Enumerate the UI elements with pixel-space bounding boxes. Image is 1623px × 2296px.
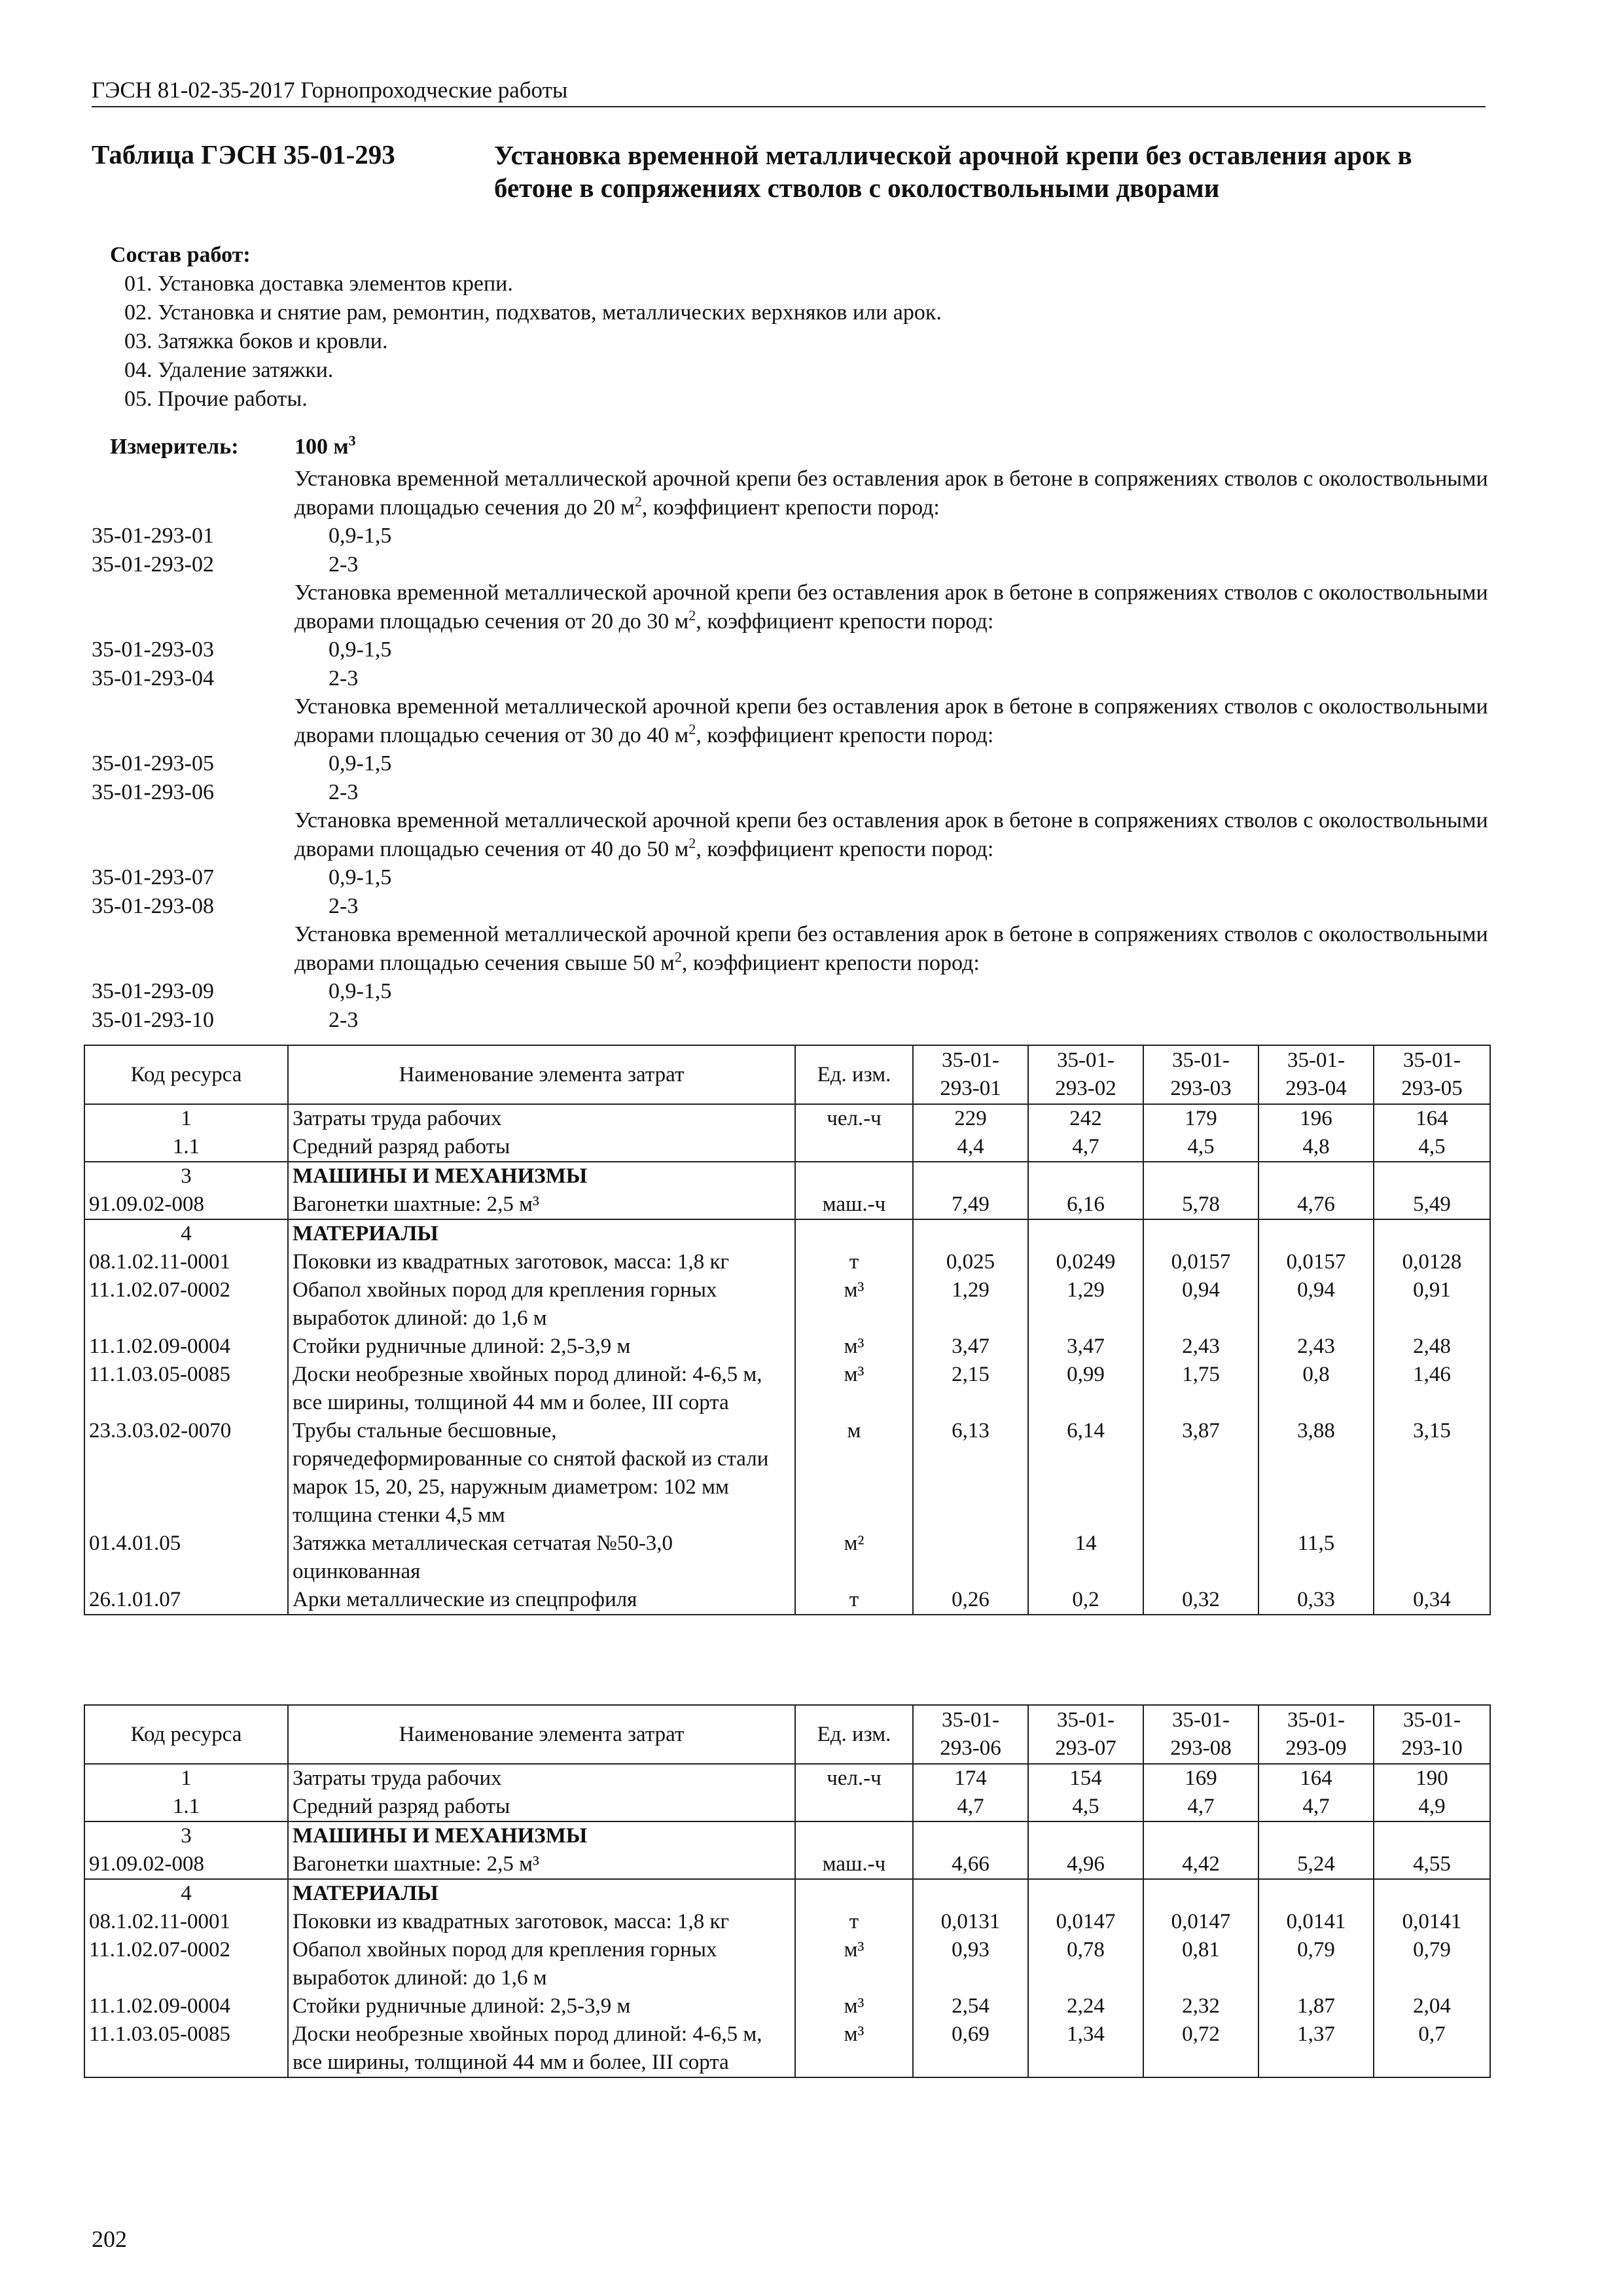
- table-body: [84, 1764, 1490, 2077]
- resource-value: 11,5: [1258, 1530, 1374, 1586]
- resource-unit: м³: [795, 1361, 913, 1417]
- resource-value: 0,69: [913, 2020, 1028, 2077]
- rock-hardness-range: 2-3: [329, 893, 359, 918]
- norm-row: [92, 664, 1486, 693]
- resource-unit: чел.-ч: [795, 1764, 913, 1793]
- resource-value: 4,7: [1028, 1133, 1143, 1162]
- resource-value: 0,025: [913, 1248, 1028, 1276]
- resource-unit: маш.-ч: [795, 1191, 913, 1219]
- resource-value: [1374, 1530, 1490, 1586]
- resource-value: [1143, 1219, 1258, 1248]
- resource-value: [1258, 1821, 1374, 1850]
- resource-unit: [795, 1821, 913, 1850]
- resource-value: 0,81: [1143, 1936, 1258, 1992]
- resource-value: 0,0141: [1258, 1908, 1374, 1936]
- header-norm-col: 35-01- 293-01: [913, 1045, 1028, 1104]
- resource-value: 2,15: [913, 1361, 1028, 1417]
- norm-code: 35-01-293-08: [92, 893, 214, 918]
- rock-hardness-range: 0,9-1,5: [329, 979, 392, 1003]
- resource-value: 2,24: [1028, 1992, 1143, 2020]
- resource-value: 0,0141: [1374, 1908, 1490, 1936]
- resource-unit: м³: [795, 1276, 913, 1333]
- resource-value: 0,0157: [1143, 1248, 1258, 1276]
- resource-value: 4,7: [913, 1793, 1028, 1821]
- resource-value: 2,43: [1143, 1333, 1258, 1361]
- table-row: [84, 1417, 1490, 1530]
- resource-unit: м³: [795, 1936, 913, 1992]
- group-description: Установка временной металлической арочной крепи без оставления арок в бетоне в сопряжениях стволов с околоствольными дворами площадью сечения до 20 $м^2$, коэффициент крепости пород:: [294, 467, 1488, 520]
- resource-value: 3,47: [1028, 1333, 1143, 1361]
- resource-value: [1028, 1162, 1143, 1191]
- resource-value: 4,66: [913, 1850, 1028, 1879]
- resource-name: Арки металлические из спецпрофиля: [288, 1586, 795, 1615]
- norm-row: [92, 522, 1486, 550]
- table-row: [84, 1530, 1490, 1586]
- group-description: Установка временной металлической арочной крепи без оставления арок в бетоне в сопряжениях стволов с околоствольными дворами площадью сечения от 20 до 30 $м^2$, коэффициент крепости пород:: [294, 581, 1488, 634]
- resource-unit: [795, 1793, 913, 1821]
- resource-code: 26.1.01.07: [84, 1586, 288, 1615]
- works-item: 02. Установка и снятие рам, ремонтин, подхватов, металлических верхняков или арок.: [124, 300, 942, 325]
- table-row: [84, 1219, 1490, 1248]
- rock-hardness-range: 0,9-1,5: [329, 865, 392, 889]
- norm-code: 35-01-293-07: [92, 865, 214, 889]
- resource-name: МАТЕРИАЛЫ: [288, 1219, 795, 1248]
- resource-name: Стойки рудничные длиной: 2,5-3,9 м: [288, 1333, 795, 1361]
- resource-value: 0,34: [1374, 1586, 1490, 1615]
- resource-value: 164: [1374, 1104, 1490, 1133]
- table-row: [84, 1162, 1490, 1191]
- resource-value: 4,4: [913, 1133, 1028, 1162]
- resource-value: [1374, 1879, 1490, 1908]
- resource-name: Затраты труда рабочих: [288, 1764, 795, 1793]
- resource-value: 4,7: [1258, 1793, 1374, 1821]
- resource-value: 5,24: [1258, 1850, 1374, 1879]
- resource-name: Затраты труда рабочих: [288, 1104, 795, 1133]
- group-description: Установка временной металлической арочной крепи без оставления арок в бетоне в сопряжениях стволов с околоствольными дворами площадью сечения от 40 до 50 $м^2$, коэффициент крепости пород:: [294, 808, 1488, 861]
- works-item: 04. Удаление затяжки.: [124, 358, 334, 382]
- rock-hardness-range: 2-3: [329, 666, 359, 691]
- resource-value: [1143, 1821, 1258, 1850]
- header-norm-col: 35-01- 293-03: [1143, 1045, 1258, 1104]
- norm-row: [92, 778, 1486, 807]
- resource-value: [1028, 1219, 1143, 1248]
- resource-name: МАШИНЫ И МЕХАНИЗМЫ: [288, 1162, 795, 1191]
- measure-label: Измеритель:: [110, 435, 239, 459]
- resource-value: 3,87: [1143, 1417, 1258, 1530]
- norm-code: 35-01-293-10: [92, 1007, 214, 1032]
- resource-value: 0,7: [1374, 2020, 1490, 2077]
- resource-value: 0,0128: [1374, 1248, 1490, 1276]
- header-norm-col: 35-01- 293-02: [1028, 1045, 1143, 1104]
- resource-value: [913, 1162, 1028, 1191]
- resource-value: 0,94: [1143, 1276, 1258, 1333]
- resource-name: МАШИНЫ И МЕХАНИЗМЫ: [288, 1821, 795, 1850]
- resource-name: Доски необрезные хвойных пород длиной: 4-6,5 м, все ширины, толщиной 44 мм и более, III сорта: [288, 2020, 795, 2077]
- resource-value: 2,32: [1143, 1992, 1258, 2020]
- resource-value: 4,55: [1374, 1850, 1490, 1879]
- resource-value: 4,96: [1028, 1850, 1143, 1879]
- norm-code: 35-01-293-04: [92, 666, 214, 691]
- works-title: Состав работ:: [110, 243, 251, 267]
- resource-code: 1: [84, 1104, 288, 1133]
- resource-name: Вагонетки шахтные: 2,5 м³: [288, 1191, 795, 1219]
- resource-code: 11.1.02.09-0004: [84, 1333, 288, 1361]
- resource-name: Затяжка металлическая сетчатая №50-3,0 оцинкованная: [288, 1530, 795, 1586]
- resource-code: 11.1.02.07-0002: [84, 1936, 288, 1992]
- resource-name: Обапол хвойных пород для крепления горных выработок длиной: до 1,6 м: [288, 1276, 795, 1333]
- resource-value: [1258, 1162, 1374, 1191]
- resource-code: 1.1: [84, 1793, 288, 1821]
- table-row: [84, 1191, 1490, 1219]
- resource-value: 6,16: [1028, 1191, 1143, 1219]
- resource-value: 2,48: [1374, 1333, 1490, 1361]
- resource-unit: маш.-ч: [795, 1850, 913, 1879]
- resource-value: 1,29: [1028, 1276, 1143, 1333]
- resource-name: Средний разряд работы: [288, 1793, 795, 1821]
- table-row: [84, 1586, 1490, 1615]
- rock-hardness-range: 2-3: [329, 1007, 359, 1032]
- resource-value: 174: [913, 1764, 1028, 1793]
- page-number: 202: [92, 2226, 127, 2252]
- resource-name: Стойки рудничные длиной: 2,5-3,9 м: [288, 1992, 795, 2020]
- resource-unit: м: [795, 1417, 913, 1530]
- resource-code: 4: [84, 1879, 288, 1908]
- resource-code: 1: [84, 1764, 288, 1793]
- table-row: [84, 1764, 1490, 1793]
- resource-value: 0,0147: [1028, 1908, 1143, 1936]
- resource-code: 91.09.02-008: [84, 1850, 288, 1879]
- resource-value: 4,42: [1143, 1850, 1258, 1879]
- works-item: 05. Прочие работы.: [124, 387, 308, 411]
- resource-value: [913, 1821, 1028, 1850]
- table-description: Установка временной металлической арочной крепи без оставления арок в бетоне в сопряжениях стволов с околоствольными дворами: [494, 140, 1412, 203]
- resource-unit: т: [795, 1586, 913, 1615]
- rock-hardness-range: 0,9-1,5: [329, 637, 392, 662]
- works-item: 01. Установка доставка элементов крепи.: [124, 272, 513, 296]
- norm-code: 35-01-293-05: [92, 751, 214, 776]
- header-norm-col: 35-01- 293-05: [1374, 1045, 1490, 1104]
- resource-code: 11.1.03.05-0085: [84, 2020, 288, 2077]
- resource-value: 0,78: [1028, 1936, 1143, 1992]
- resource-name: МАТЕРИАЛЫ: [288, 1879, 795, 1908]
- resource-name: Поковки из квадратных заготовок, масса: 1,8 кг: [288, 1248, 795, 1276]
- header-name: Наименование элемента затрат: [288, 1045, 795, 1104]
- resource-value: 164: [1258, 1764, 1374, 1793]
- resource-value: 1,75: [1143, 1361, 1258, 1417]
- norm-row: [92, 749, 1486, 778]
- header-norm-col: 35-01- 293-06: [913, 1705, 1028, 1764]
- table-row: [84, 1821, 1490, 1850]
- resource-value: 1,46: [1374, 1361, 1490, 1417]
- norm-row: [92, 863, 1486, 892]
- resource-value: 3,15: [1374, 1417, 1490, 1530]
- resource-unit: м³: [795, 1992, 913, 2020]
- resource-value: [1143, 1879, 1258, 1908]
- resource-value: 5,78: [1143, 1191, 1258, 1219]
- resource-table-1: [84, 1045, 1491, 1615]
- resource-value: [1374, 1162, 1490, 1191]
- resource-code: 1.1: [84, 1133, 288, 1162]
- measure-value: [294, 432, 356, 459]
- resource-code: 3: [84, 1162, 288, 1191]
- resource-code: 11.1.03.05-0085: [84, 1361, 288, 1417]
- norm-row: [92, 1006, 1486, 1035]
- resource-code: 4: [84, 1219, 288, 1248]
- resource-value: 3,88: [1258, 1417, 1374, 1530]
- table-row: [84, 1992, 1490, 2020]
- norm-code: 35-01-293-06: [92, 780, 214, 804]
- resource-value: 196: [1258, 1104, 1374, 1133]
- resource-unit: [795, 1162, 913, 1191]
- resource-value: 0,0157: [1258, 1248, 1374, 1276]
- resource-value: 0,33: [1258, 1586, 1374, 1615]
- resource-unit: [795, 1133, 913, 1162]
- group-description: Установка временной металлической арочной крепи без оставления арок в бетоне в сопряжениях стволов с околоствольными дворами площадью сечения от 30 до 40 $м^2$, коэффициент крепости пород:: [294, 694, 1488, 747]
- resource-value: 0,94: [1258, 1276, 1374, 1333]
- resource-value: 179: [1143, 1104, 1258, 1133]
- resource-value: 1,87: [1258, 1992, 1374, 2020]
- resource-value: 0,79: [1258, 1936, 1374, 1992]
- table-row: [84, 1879, 1490, 1908]
- resource-code: 91.09.02-008: [84, 1191, 288, 1219]
- norm-row: [92, 977, 1486, 1006]
- resource-value: 2,54: [913, 1992, 1028, 2020]
- resource-value: 0,2: [1028, 1586, 1143, 1615]
- resource-value: 154: [1028, 1764, 1143, 1793]
- resource-value: [1374, 1219, 1490, 1248]
- resource-value: 4,5: [1374, 1133, 1490, 1162]
- resource-code: 3: [84, 1821, 288, 1850]
- resource-value: 0,0147: [1143, 1908, 1258, 1936]
- resource-name: Вагонетки шахтные: 2,5 м³: [288, 1850, 795, 1879]
- resource-value: 0,32: [1143, 1586, 1258, 1615]
- table-row: [84, 1276, 1490, 1333]
- header-unit: Ед. изм.: [795, 1705, 913, 1764]
- resource-value: [1143, 1162, 1258, 1191]
- resource-unit: т: [795, 1908, 913, 1936]
- header-code: Код ресурса: [84, 1705, 288, 1764]
- resource-unit: [795, 1219, 913, 1248]
- resource-value: 4,5: [1143, 1133, 1258, 1162]
- resource-value: 4,9: [1374, 1793, 1490, 1821]
- header-code: Код ресурса: [84, 1045, 288, 1104]
- table-row: [84, 1850, 1490, 1879]
- resource-value: 0,0131: [913, 1908, 1028, 1936]
- resource-value: 0,93: [913, 1936, 1028, 1992]
- norm-row: [92, 550, 1486, 579]
- resource-value: 0,0249: [1028, 1248, 1143, 1276]
- resource-name: Трубы стальные бесшовные, горячедеформированные со снятой фаской из стали марок 15, 20, 25, наружным диаметром: 102 мм толщина стенки 4,5 мм: [288, 1417, 795, 1530]
- resource-unit: [795, 1879, 913, 1908]
- resource-value: 7,49: [913, 1191, 1028, 1219]
- resource-value: 6,13: [913, 1417, 1028, 1530]
- resource-name: Доски необрезные хвойных пород длиной: 4-6,5 м, все ширины, толщиной 44 мм и более, III сорта: [288, 1361, 795, 1417]
- resource-code: 23.3.03.02-0070: [84, 1417, 288, 1530]
- resource-value: 1,37: [1258, 2020, 1374, 2077]
- resource-value: 242: [1028, 1104, 1143, 1133]
- resource-value: 190: [1374, 1764, 1490, 1793]
- table-row: [84, 1133, 1490, 1162]
- table-row: [84, 2020, 1490, 2077]
- resource-value: 0,79: [1374, 1936, 1490, 1992]
- table-body: [84, 1104, 1490, 1615]
- rock-hardness-range: 0,9-1,5: [329, 524, 392, 548]
- resource-value: [913, 1879, 1028, 1908]
- header-norm-col: 35-01- 293-04: [1258, 1045, 1374, 1104]
- resource-code: 11.1.02.09-0004: [84, 1992, 288, 2020]
- resource-value: 4,76: [1258, 1191, 1374, 1219]
- header-norm-col: 35-01- 293-09: [1258, 1705, 1374, 1764]
- resource-value: 2,04: [1374, 1992, 1490, 2020]
- resource-code: 01.4.01.05: [84, 1530, 288, 1586]
- works-item: 03. Затяжка боков и кровли.: [124, 329, 388, 353]
- norm-row: [92, 892, 1486, 921]
- norm-code: 35-01-293-01: [92, 524, 214, 548]
- resource-value: 4,5: [1028, 1793, 1143, 1821]
- resource-value: 0,26: [913, 1586, 1028, 1615]
- resource-value: [913, 1219, 1028, 1248]
- resource-value: 1,34: [1028, 2020, 1143, 2077]
- resource-value: [1028, 1879, 1143, 1908]
- resource-value: 229: [913, 1104, 1028, 1133]
- table-row: [84, 1361, 1490, 1417]
- resource-name: Обапол хвойных пород для крепления горных выработок длиной: до 1,6 м: [288, 1936, 795, 1992]
- resource-value: 0,8: [1258, 1361, 1374, 1417]
- table-row: [84, 1248, 1490, 1276]
- resource-code: 08.1.02.11-0001: [84, 1248, 288, 1276]
- resource-unit: м²: [795, 1530, 913, 1586]
- resource-value: [1258, 1219, 1374, 1248]
- header-unit: Ед. изм.: [795, 1045, 913, 1104]
- table-row: [84, 1908, 1490, 1936]
- resource-value: 3,47: [913, 1333, 1028, 1361]
- table-row: [84, 1793, 1490, 1821]
- resource-unit: м³: [795, 1333, 913, 1361]
- resource-value: 6,14: [1028, 1417, 1143, 1530]
- resource-value: [1143, 1530, 1258, 1586]
- resource-value: [913, 1530, 1028, 1586]
- resource-value: 2,43: [1258, 1333, 1374, 1361]
- resource-name: Средний разряд работы: [288, 1133, 795, 1162]
- rock-hardness-range: 2-3: [329, 780, 359, 804]
- running-header: ГЭСН 81-02-35-2017 Горнопроходческие работы: [92, 77, 1486, 107]
- resource-code: 11.1.02.07-0002: [84, 1276, 288, 1333]
- resource-value: 14: [1028, 1530, 1143, 1586]
- works-composition: [110, 241, 942, 414]
- resource-value: [1028, 1821, 1143, 1850]
- resource-unit: м³: [795, 2020, 913, 2077]
- resource-unit: чел.-ч: [795, 1104, 913, 1133]
- norm-row: [92, 636, 1486, 664]
- header-norm-col: 35-01- 293-08: [1143, 1705, 1258, 1764]
- resource-value: 0,72: [1143, 2020, 1258, 2077]
- header-name: Наименование элемента затрат: [288, 1705, 795, 1764]
- norm-code: 35-01-293-09: [92, 979, 214, 1003]
- resource-value: 0,99: [1028, 1361, 1143, 1417]
- rock-hardness-range: 2-3: [329, 552, 359, 577]
- measure-value-text: 100 м: [294, 435, 349, 459]
- resource-value: 169: [1143, 1764, 1258, 1793]
- resource-value: 5,49: [1374, 1191, 1490, 1219]
- norm-groups: [92, 465, 1486, 1034]
- table-id: Таблица ГЭСН 35-01-293: [92, 139, 395, 170]
- header-norm-col: 35-01- 293-07: [1028, 1705, 1143, 1764]
- resource-value: [1258, 1879, 1374, 1908]
- table-row: [84, 1333, 1490, 1361]
- measure-value-sup: 3: [348, 432, 356, 449]
- resource-value: 4,7: [1143, 1793, 1258, 1821]
- group-description: Установка временной металлической арочной крепи без оставления арок в бетоне в сопряжениях стволов с околоствольными дворами площадью сечения свыше 50 $м^2$, коэффициент крепости пород:: [294, 922, 1488, 975]
- norm-code: 35-01-293-03: [92, 637, 214, 662]
- resource-table-2: [84, 1704, 1491, 2078]
- resource-value: [1374, 1821, 1490, 1850]
- resource-value: 4,8: [1258, 1133, 1374, 1162]
- resource-code: 08.1.02.11-0001: [84, 1908, 288, 1936]
- rock-hardness-range: 0,9-1,5: [329, 751, 392, 776]
- resource-value: 0,91: [1374, 1276, 1490, 1333]
- table-row: [84, 1104, 1490, 1133]
- norm-code: 35-01-293-02: [92, 552, 214, 577]
- resource-name: Поковки из квадратных заготовок, масса: 1,8 кг: [288, 1908, 795, 1936]
- header-norm-col: 35-01- 293-10: [1374, 1705, 1490, 1764]
- resource-unit: т: [795, 1248, 913, 1276]
- resource-value: 1,29: [913, 1276, 1028, 1333]
- table-row: [84, 1936, 1490, 1992]
